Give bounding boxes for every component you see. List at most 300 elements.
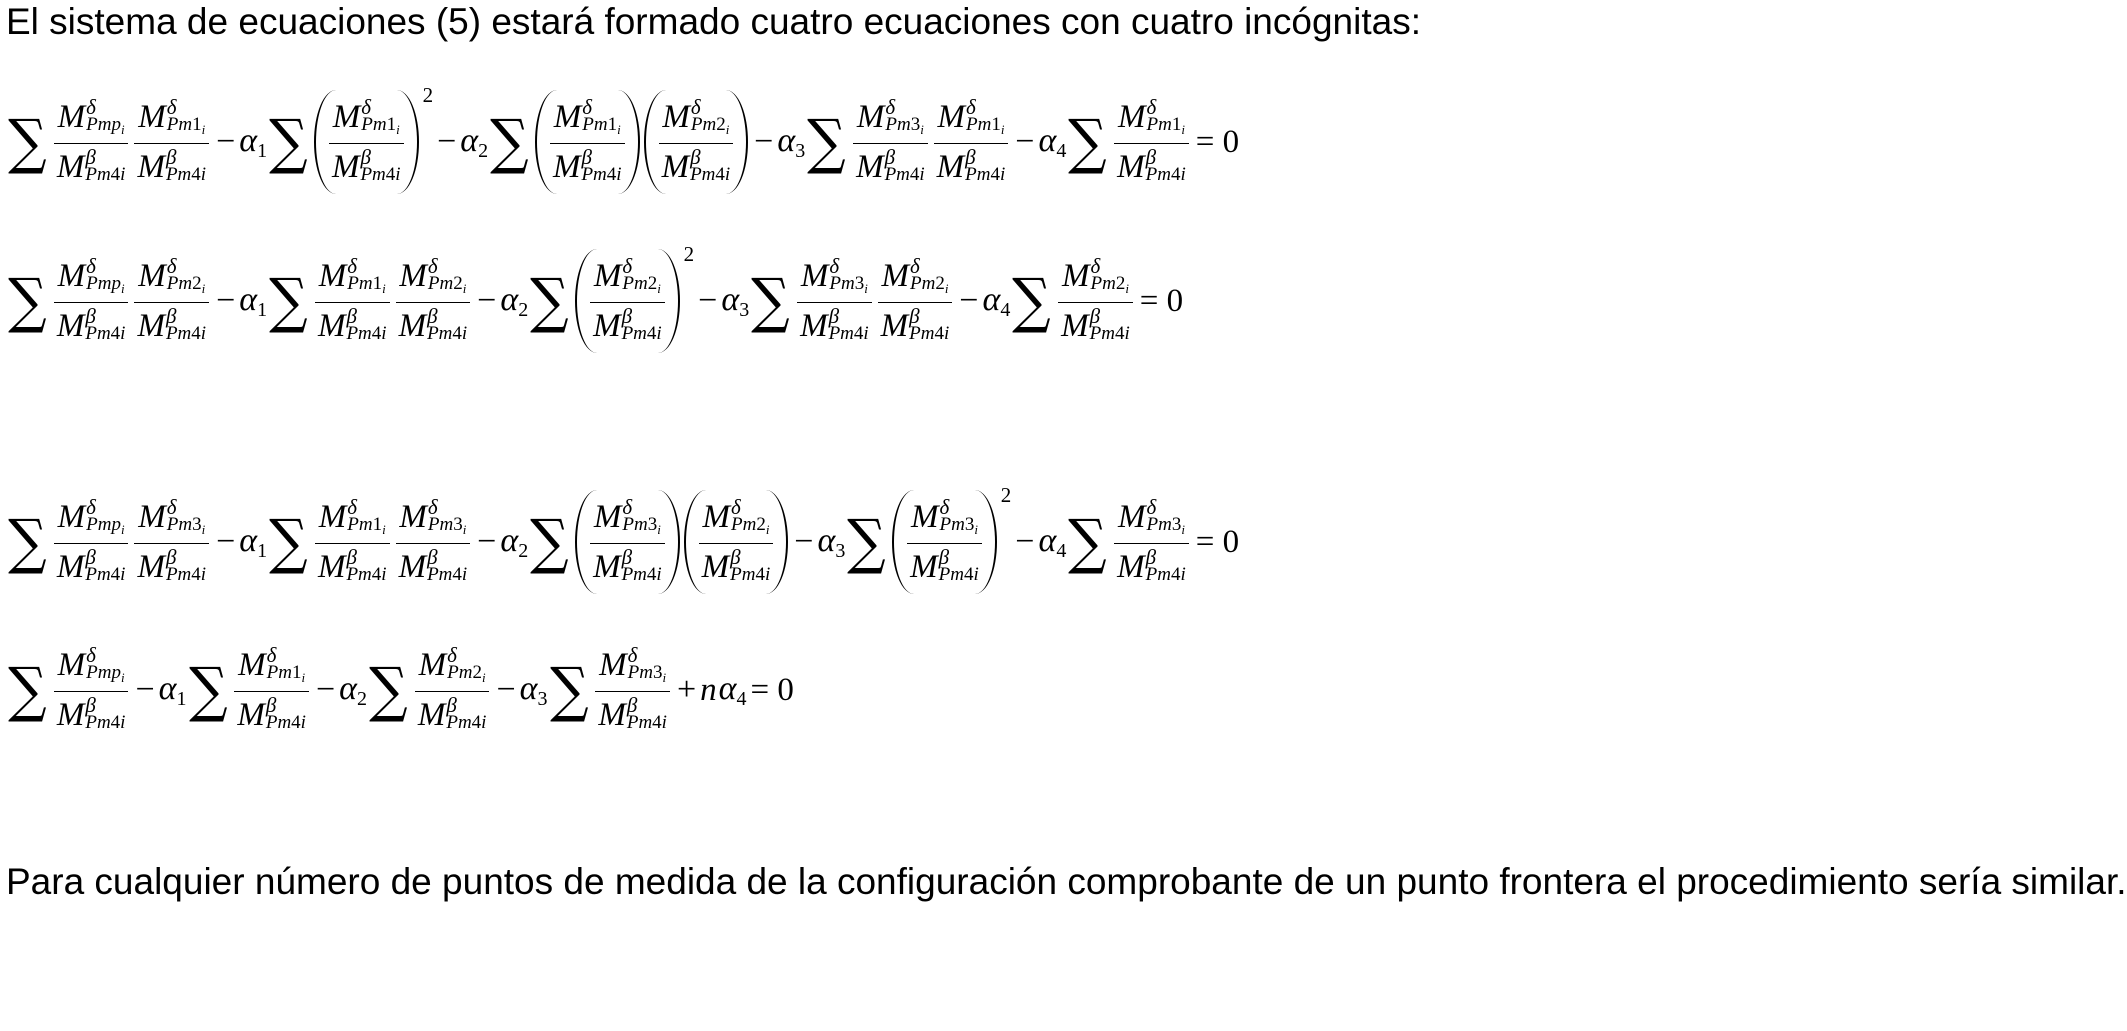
m-subscript: Pm4i — [965, 164, 1006, 185]
sub-digit: 4 — [934, 323, 944, 344]
m-base: M — [398, 308, 427, 344]
m-symbol — [57, 695, 126, 735]
m-symbol — [58, 256, 125, 299]
fraction — [550, 97, 625, 187]
summation-sign: ∑ — [8, 266, 47, 336]
m-symbol — [138, 256, 205, 299]
fraction-bar — [590, 543, 665, 544]
m-base: M — [593, 258, 622, 294]
m-subscript: Pm4i — [85, 323, 126, 344]
m-base: M — [599, 647, 627, 683]
fraction-bar — [54, 691, 129, 692]
fraction-numerator — [1059, 256, 1132, 299]
m-symbol — [553, 147, 622, 187]
sub-digit: 3 — [453, 514, 463, 535]
sub-digit: 1 — [372, 514, 383, 535]
alpha-coefficient: $\alpha_2$ — [500, 280, 529, 321]
m-superscript: δ — [86, 495, 96, 519]
fraction — [134, 97, 209, 187]
fraction-numerator — [135, 97, 208, 140]
m-symbol — [319, 256, 386, 299]
m-symbol — [238, 645, 305, 688]
sub-digit: 4 — [646, 323, 657, 344]
m-superscript: δ — [910, 254, 920, 278]
sub-index: i — [974, 522, 978, 537]
fraction — [934, 97, 1009, 187]
m-symbol — [598, 695, 667, 735]
fraction-denominator — [54, 547, 129, 587]
m-base: M — [881, 258, 909, 294]
fraction-bar — [134, 143, 209, 144]
m-symbol — [399, 256, 466, 299]
summation-sign: ∑ — [807, 107, 846, 177]
m-scripts — [581, 147, 621, 185]
m-scripts — [885, 97, 923, 140]
m-base: M — [552, 149, 581, 185]
exponent: 2 — [422, 83, 434, 107]
m-base: M — [57, 258, 86, 294]
sub-digit: 4 — [755, 564, 765, 585]
m-base: M — [856, 149, 884, 185]
m-superscript: β — [965, 145, 976, 169]
m-symbol — [137, 147, 206, 187]
m-base: M — [138, 99, 166, 135]
sub-digit: 3 — [1171, 514, 1182, 535]
fraction-denominator — [590, 306, 665, 346]
sub-digit: 4 — [191, 564, 201, 585]
m-scripts — [1146, 147, 1186, 185]
sub-digit: 2 — [647, 273, 658, 294]
fraction-bar — [699, 543, 774, 544]
m-base: M — [661, 149, 690, 185]
m-scripts — [85, 147, 125, 185]
m-subscript: $Pm3_i$ — [829, 273, 868, 296]
sub-digit: 2 — [756, 514, 766, 535]
m-base: M — [56, 149, 85, 185]
alpha-coefficient: $\alpha_4$ — [982, 280, 1011, 321]
sub-digit: 2 — [192, 273, 202, 294]
fraction-bar — [590, 302, 665, 303]
m-superscript: δ — [731, 495, 741, 519]
m-base: M — [138, 499, 166, 535]
summation-sign: ∑ — [490, 107, 529, 177]
equation-1 — [6, 83, 1240, 197]
m-scripts — [730, 547, 770, 585]
m-scripts — [939, 547, 979, 585]
m-base: M — [56, 308, 85, 344]
m-superscript: δ — [1090, 254, 1101, 278]
m-subscript: Pm4i — [621, 564, 662, 585]
alpha-coefficient: $\alpha_1$ — [239, 280, 268, 321]
fraction-numerator — [396, 256, 469, 299]
summation-sign: ∑ — [530, 507, 569, 577]
sub-index: i — [121, 670, 125, 685]
m-superscript: δ — [966, 95, 976, 119]
m-scripts — [428, 497, 466, 540]
fraction — [315, 256, 390, 346]
m-scripts — [582, 97, 620, 140]
m-subscript: Pm4i — [828, 323, 869, 344]
sub-index: i — [1125, 281, 1129, 296]
fraction-denominator — [315, 547, 390, 587]
equals-zero: = 0 — [1139, 282, 1184, 319]
m-symbol — [58, 97, 125, 140]
m-base: M — [910, 549, 938, 585]
fraction-denominator — [1058, 306, 1133, 346]
fraction — [595, 645, 670, 735]
fraction — [878, 256, 953, 346]
m-base: M — [417, 697, 446, 733]
alpha-coefficient: $\alpha_3$ — [777, 121, 806, 162]
fraction-numerator — [700, 497, 773, 540]
m-base: M — [593, 308, 621, 344]
m-superscript: δ — [885, 95, 896, 119]
alpha-coefficient: $\alpha_4$ — [1038, 521, 1067, 562]
sub-digit: 2 — [453, 273, 463, 294]
operator: − — [437, 123, 457, 160]
fraction — [1058, 256, 1133, 346]
operator: − — [1015, 123, 1035, 160]
sub-digit: 4 — [385, 164, 396, 185]
sub-index: i — [462, 281, 467, 296]
m-superscript: β — [165, 304, 177, 328]
m-symbol — [58, 645, 125, 688]
sub-digit: 4 — [110, 164, 121, 185]
equals-zero: = 0 — [1195, 523, 1240, 560]
m-superscript: β — [1145, 145, 1157, 169]
m-subscript: $Pm2_i$ — [910, 273, 949, 296]
sub-digit: 4 — [1171, 564, 1181, 585]
m-subscript: Pm4i — [1145, 164, 1186, 185]
fraction-numerator — [551, 97, 624, 140]
m-scripts — [86, 645, 124, 688]
m-superscript: β — [621, 545, 633, 569]
m-superscript: δ — [622, 254, 633, 278]
fraction-bar — [329, 143, 404, 144]
fraction-denominator — [1114, 147, 1189, 187]
m-subscript: $Pm1_i$ — [347, 514, 386, 537]
fraction-numerator — [798, 256, 871, 299]
m-base: M — [701, 549, 730, 585]
fraction-numerator — [235, 645, 308, 688]
m-subscript: Pm4i — [938, 564, 979, 585]
m-base: M — [593, 499, 622, 535]
m-scripts — [427, 547, 467, 585]
m-subscript: $Pm2_i$ — [447, 662, 486, 685]
m-superscript: β — [346, 304, 357, 328]
m-superscript: δ — [86, 643, 96, 667]
operator: − — [216, 123, 236, 160]
m-subscript: $Pm2_i$ — [622, 273, 661, 296]
fraction-bar — [797, 302, 872, 303]
operator: − — [754, 123, 774, 160]
summation-sign: ∑ — [847, 507, 887, 577]
alpha-index: 1 — [176, 687, 187, 710]
m-scripts — [909, 306, 949, 344]
m-symbol — [599, 645, 666, 688]
m-superscript: β — [85, 304, 96, 328]
m-subscript: $Pm2_i$ — [166, 273, 206, 296]
m-symbol — [1118, 497, 1185, 540]
m-superscript: δ — [690, 95, 701, 119]
fraction — [234, 645, 309, 735]
sub-digit: 4 — [606, 164, 617, 185]
m-base: M — [856, 99, 885, 135]
operator: − — [496, 671, 516, 708]
exponent: 2 — [1000, 483, 1012, 507]
m-scripts — [85, 306, 125, 344]
m-subscript: Pm4i — [446, 712, 487, 733]
equals-zero: = 0 — [1195, 123, 1240, 160]
alpha-index: 4 — [1056, 539, 1067, 562]
fraction-denominator — [699, 547, 774, 587]
fraction-bar — [595, 691, 670, 692]
sub-digit: 4 — [371, 564, 382, 585]
m-scripts — [966, 97, 1004, 140]
sub-digit: 2 — [935, 273, 945, 294]
fraction-denominator — [797, 306, 872, 346]
m-scripts — [622, 497, 660, 540]
fraction — [1114, 97, 1189, 187]
m-subscript: Pmp$_i$ — [86, 514, 125, 537]
m-symbol — [911, 497, 978, 540]
m-scripts — [86, 497, 124, 540]
m-subscript: Pm4i — [85, 564, 126, 585]
m-symbol — [237, 695, 306, 735]
sub-digit: 2 — [472, 662, 482, 683]
m-symbol — [138, 97, 205, 140]
m-symbol — [857, 97, 924, 140]
m-subscript: $Pm3_i$ — [1146, 514, 1185, 537]
sub-digit: 1 — [1171, 114, 1182, 135]
m-symbol — [856, 147, 925, 187]
alpha-index: 4 — [1000, 298, 1011, 321]
m-symbol — [418, 695, 487, 735]
fraction-denominator — [315, 306, 390, 346]
fraction-bar — [659, 143, 734, 144]
fraction — [699, 497, 774, 587]
sub-digit: 4 — [110, 712, 121, 733]
m-superscript: δ — [166, 495, 177, 519]
m-base: M — [1118, 499, 1146, 535]
m-subscript: $Pm3_i$ — [939, 514, 978, 537]
operator: + — [676, 671, 697, 708]
m-symbol — [57, 306, 126, 346]
fraction-bar — [1058, 302, 1133, 303]
m-superscript: δ — [347, 254, 358, 278]
alpha-index: 1 — [257, 139, 268, 162]
fraction-numerator — [935, 97, 1008, 140]
fraction-bar — [853, 143, 928, 144]
parenthesis-group — [575, 490, 680, 594]
m-symbol — [318, 306, 387, 346]
m-symbol — [399, 547, 468, 587]
m-symbol — [938, 97, 1005, 140]
parenthesis-group — [575, 249, 680, 353]
m-symbol — [593, 306, 662, 346]
fraction-bar — [907, 543, 982, 544]
alpha-coefficient: $\alpha_1$ — [158, 669, 187, 710]
m-scripts — [166, 147, 206, 185]
m-scripts — [829, 306, 869, 344]
m-base: M — [318, 499, 347, 535]
summation-sign: ∑ — [530, 266, 569, 336]
m-base: M — [1118, 99, 1146, 135]
m-base: M — [398, 549, 427, 585]
fraction — [54, 97, 129, 187]
sub-digit: 4 — [191, 323, 201, 344]
sub-digit: 4 — [652, 712, 662, 733]
fraction-bar — [415, 691, 490, 692]
m-superscript: β — [427, 304, 438, 328]
m-superscript: β — [265, 693, 277, 717]
m-scripts — [166, 547, 206, 585]
alpha-index: 3 — [795, 139, 806, 162]
sub-digit: 4 — [452, 564, 462, 585]
sub-digit: 4 — [110, 323, 121, 344]
fraction — [54, 645, 129, 735]
fraction-denominator — [415, 695, 490, 735]
m-superscript: β — [85, 545, 96, 569]
m-scripts — [829, 256, 867, 299]
m-base: M — [598, 697, 626, 733]
m-subscript: $Pm1_i$ — [266, 662, 306, 685]
m-symbol — [57, 147, 126, 187]
alpha-index: 3 — [835, 539, 846, 562]
m-superscript: β — [938, 545, 950, 569]
operator: − — [477, 282, 497, 319]
m-symbol — [881, 306, 950, 346]
sub-digit: 4 — [1115, 323, 1125, 344]
sub-digit: 4 — [715, 164, 725, 185]
fraction-numerator — [135, 256, 208, 299]
alpha-coefficient: $\alpha_4$ — [1038, 121, 1067, 162]
alpha-index: 3 — [739, 298, 750, 321]
fraction-denominator — [1114, 547, 1189, 587]
m-scripts — [940, 497, 978, 540]
fraction-bar — [315, 302, 390, 303]
m-base: M — [332, 99, 361, 135]
fraction-bar — [134, 543, 209, 544]
m-symbol — [399, 306, 468, 346]
fraction-bar — [550, 143, 625, 144]
operator: − — [794, 523, 814, 560]
m-subscript: Pm4i — [85, 164, 126, 185]
m-scripts — [910, 256, 948, 299]
fraction-numerator — [330, 97, 403, 140]
operator: − — [477, 523, 497, 560]
m-subscript: $Pm2_i$ — [427, 273, 467, 296]
fraction-numerator — [591, 256, 664, 299]
m-base: M — [317, 308, 346, 344]
m-superscript: β — [690, 145, 701, 169]
summation-sign: ∑ — [1068, 107, 1108, 177]
m-symbol — [57, 547, 126, 587]
fraction — [590, 497, 665, 587]
fraction-denominator — [853, 147, 928, 187]
m-base: M — [1117, 549, 1145, 585]
m-symbol — [1117, 147, 1186, 187]
alpha-index: 3 — [537, 687, 548, 710]
fraction — [415, 645, 490, 735]
sub-digit: 3 — [964, 514, 975, 535]
m-scripts — [166, 306, 206, 344]
m-superscript: β — [909, 304, 920, 328]
m-subscript: Pmp$_i$ — [86, 273, 125, 296]
fraction-denominator — [329, 147, 404, 187]
m-scripts — [1146, 547, 1186, 585]
sub-index: i — [201, 122, 206, 137]
alpha-index: 4 — [736, 687, 747, 710]
equals-zero: = 0 — [750, 671, 794, 708]
fraction-numerator — [55, 497, 128, 540]
m-symbol — [910, 547, 979, 587]
m-superscript: δ — [622, 495, 633, 519]
sub-index: i — [765, 522, 770, 537]
fraction-denominator — [54, 695, 129, 735]
m-superscript: δ — [166, 254, 177, 278]
m-scripts — [346, 547, 386, 585]
fraction-bar — [878, 302, 953, 303]
m-base: M — [936, 149, 965, 185]
fraction — [1114, 497, 1189, 587]
m-scripts — [446, 695, 486, 733]
m-symbol — [554, 97, 621, 140]
m-subscript: Pm4i — [690, 164, 731, 185]
sub-index: i — [382, 281, 386, 296]
m-superscript: δ — [166, 95, 177, 119]
m-base: M — [238, 647, 266, 683]
fraction — [134, 497, 209, 587]
m-superscript: β — [626, 693, 638, 717]
m-symbol — [594, 497, 661, 540]
sub-index: i — [121, 522, 125, 537]
summation-sign: ∑ — [1012, 266, 1052, 336]
sub-digit: 1 — [991, 114, 1001, 135]
fraction-numerator — [55, 645, 128, 688]
m-superscript: δ — [347, 495, 358, 519]
m-subscript: Pm4i — [427, 323, 468, 344]
m-subscript: $Pm2_i$ — [1090, 273, 1129, 296]
alpha-index: 2 — [518, 539, 529, 562]
m-base: M — [57, 99, 86, 135]
m-subscript: Pm4i — [165, 564, 207, 585]
fraction-numerator — [854, 97, 927, 140]
fraction-numerator — [1115, 497, 1188, 540]
m-symbol — [318, 547, 387, 587]
m-symbol — [593, 547, 662, 587]
equation-4 — [6, 635, 794, 745]
m-symbol — [419, 645, 486, 688]
alpha-index: 2 — [478, 139, 489, 162]
m-base: M — [331, 149, 360, 185]
m-base: M — [317, 549, 346, 585]
m-superscript: β — [581, 145, 592, 169]
sub-index: i — [864, 281, 868, 296]
sub-index: i — [617, 122, 621, 137]
fraction-numerator — [879, 256, 952, 299]
m-superscript: β — [828, 304, 840, 328]
m-scripts — [447, 645, 485, 688]
alpha-coefficient: $\alpha_2$ — [460, 121, 489, 162]
fraction — [134, 256, 209, 346]
fraction-denominator — [550, 147, 625, 187]
m-scripts — [622, 256, 660, 299]
m-superscript: β — [427, 545, 438, 569]
m-subscript: Pm4i — [85, 712, 126, 733]
m-superscript: δ — [361, 95, 372, 119]
m-scripts — [347, 256, 385, 299]
